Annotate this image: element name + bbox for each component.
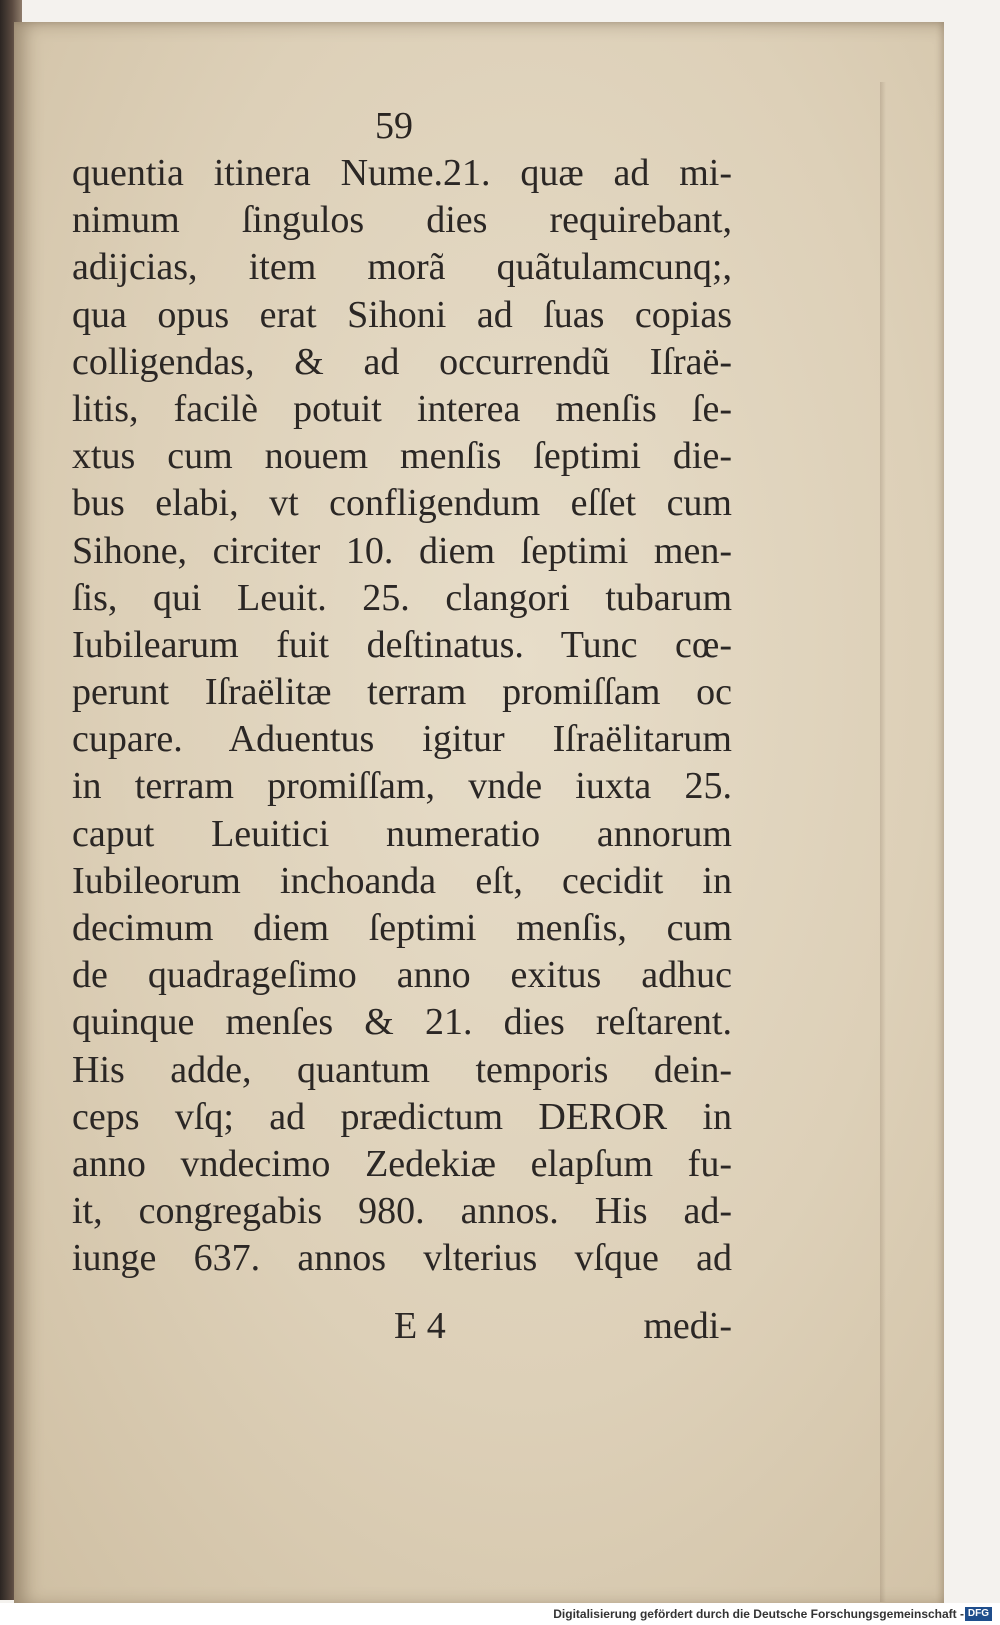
text-line: Sihone, circiter 10. diem ſeptimi men- — [72, 529, 732, 572]
text-line: caput Leuitici numeratio annorum — [72, 812, 732, 855]
text-line: bus elabi, vt confligendum eſſet cum — [72, 482, 732, 525]
text-line: litis, facilè potuit interea menſis ſe- — [72, 387, 732, 430]
next-leaf-edge — [880, 82, 886, 1602]
text-line: colligendas, & ad occurrendũ Iſraë- — [72, 340, 732, 383]
text-line: quinque menſes & 21. dies reſtarent. — [72, 1001, 732, 1044]
text-line: ceps vſq; ad prædictum DEROR in — [72, 1095, 732, 1138]
signature-mark: E 4 — [394, 1305, 446, 1347]
text-line: nimum ſingulos dies requirebant, — [72, 199, 732, 242]
text-line: de quadrageſimo anno exitus adhuc — [72, 954, 732, 997]
digitization-credit: Digitalisierung gefördert durch die Deutsche Forschungsgemeinschaft - — [553, 1607, 964, 1621]
text-line: quentia itinera Nume.21. quæ ad mi- — [72, 152, 732, 194]
text-line: xtus cum nouem menſis ſeptimi die- — [72, 435, 732, 478]
text-line: cupare. Aduentus igitur Iſraëlitarum — [72, 718, 732, 761]
text-line: qua opus erat Sihoni ad ſuas copias — [72, 293, 732, 336]
text-line: iunge 637. annos vlterius vſque ad — [72, 1237, 732, 1280]
text-line: Iubilearum fuit deſtinatus. Tunc cœ- — [72, 623, 732, 666]
text-line: adijcias, item morã quãtulamcunq;, — [72, 246, 732, 289]
text-line: decimum diem ſeptimi menſis, cum — [72, 907, 732, 949]
text-line: anno vndecimo Zedekiæ elapſum fu- — [72, 1142, 732, 1185]
page-number: 59 — [375, 105, 413, 147]
catchword: medi- — [643, 1305, 732, 1347]
text-line: His adde, quantum temporis dein- — [72, 1048, 732, 1091]
credit-bar — [0, 1603, 1000, 1625]
page-footer — [72, 1304, 732, 1354]
text-line: ſis, qui Leuit. 25. clangori tubarum — [72, 576, 732, 619]
text-line: Iubileorum inchoanda eſt, cecidit in — [72, 859, 732, 902]
text-block — [72, 150, 732, 1283]
text-line: it, congregabis 980. annos. His ad- — [72, 1190, 732, 1233]
paper-page — [14, 22, 944, 1607]
dfg-logo: DFG — [965, 1607, 992, 1621]
text-line: in terram promiſſam, vnde iuxta 25. — [72, 765, 732, 808]
text-line: perunt Iſraëlitæ terram promiſſam oc — [72, 671, 732, 714]
